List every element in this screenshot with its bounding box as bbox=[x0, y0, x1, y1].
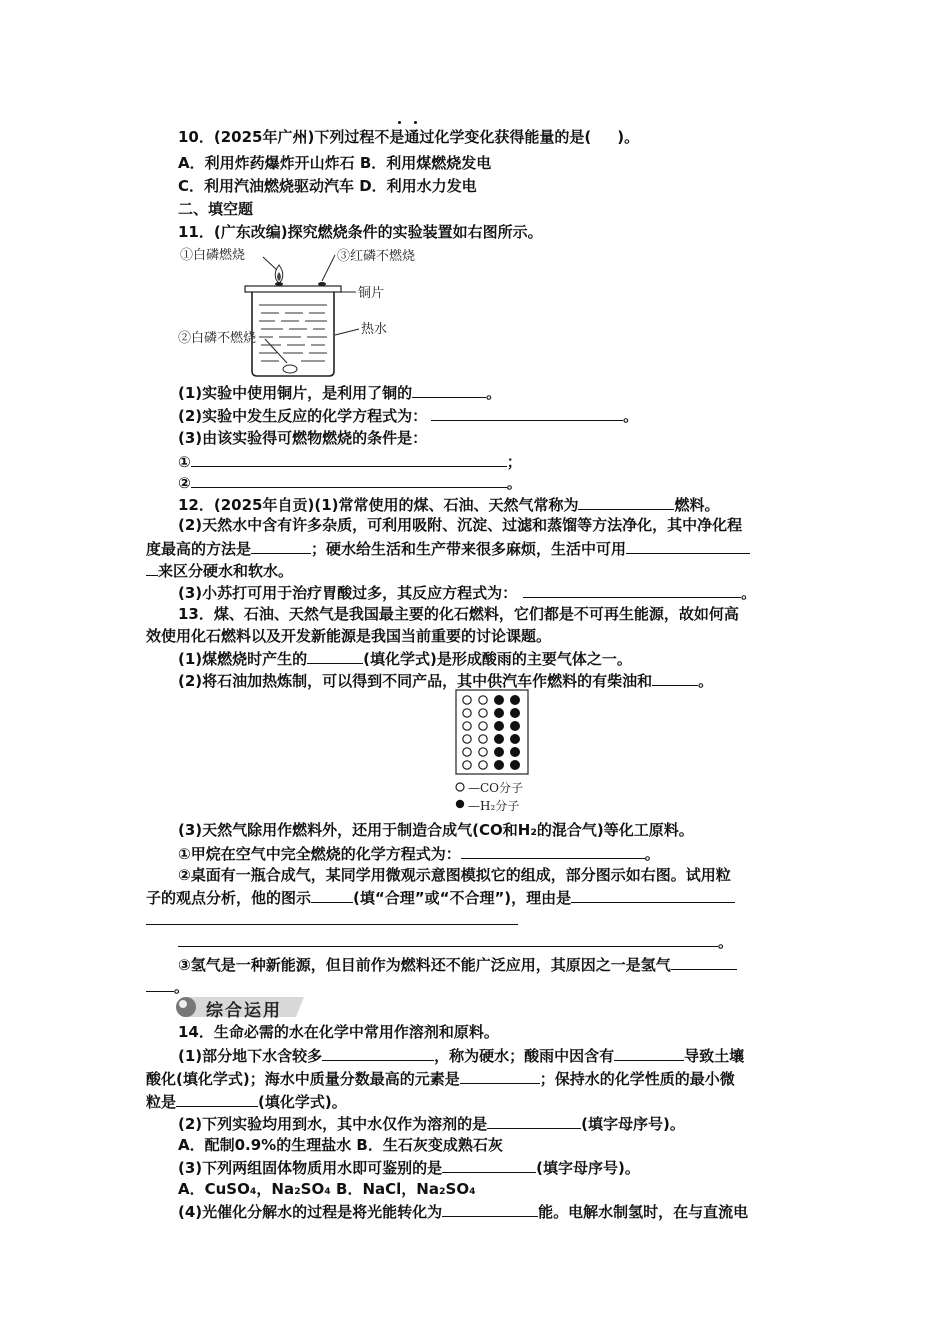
q13-sub2-line3 bbox=[146, 909, 518, 930]
q14-part1-line2: 酸化(填化学式)；海水中质量分数最高的元素是 ；保持水的化学性质的最小微 bbox=[146, 1070, 735, 1088]
emphasis-dot bbox=[398, 121, 401, 124]
q11-stem: 11．(广东改编)探究燃烧条件的实验装置如右图所示。 bbox=[178, 223, 543, 241]
answer-blank[interactable] bbox=[460, 1068, 540, 1084]
h2-molecule bbox=[494, 708, 504, 718]
answer-blank[interactable] bbox=[146, 560, 158, 576]
answer-blank[interactable] bbox=[251, 538, 311, 554]
co-molecule bbox=[463, 709, 471, 717]
q13-sub2-line1: ②桌面有一瓶合成气，某同学用微观示意图模拟它的组成，部分图示如右图。试用粒 bbox=[178, 866, 731, 884]
q13-line1: 13．煤、石油、天然气是我国最主要的化石燃料，它们都是不可再生能源，故如何高 bbox=[178, 605, 739, 623]
label-copper-sheet: 铜片 bbox=[358, 286, 385, 301]
answer-blank[interactable] bbox=[614, 1045, 684, 1061]
q13-part1: (1)煤燃烧时产生的 (填化学式)是形成酸雨的主要气体之一。 bbox=[178, 650, 632, 668]
q10-stem-a: 10．(2025年广州)下列过程 bbox=[178, 128, 375, 146]
co-molecule bbox=[479, 709, 487, 717]
answer-blank[interactable] bbox=[146, 909, 518, 925]
answer-blank[interactable] bbox=[487, 1113, 581, 1129]
emphasis-dot bbox=[414, 121, 417, 124]
label-red-phosphorus: ③红磷不燃烧 bbox=[337, 249, 416, 264]
answer-blank[interactable] bbox=[191, 451, 507, 467]
co-molecule bbox=[479, 696, 487, 704]
h2-molecule bbox=[494, 747, 504, 757]
q12-line2: (2)天然水中含有许多杂质，可利用吸附、沉淀、过滤和蒸馏等方法净化，其中净化程 bbox=[178, 516, 743, 534]
q14-part1-line3: 粒是 (填化学式)。 bbox=[146, 1093, 347, 1111]
h2-molecule bbox=[510, 760, 520, 770]
co-molecule bbox=[463, 735, 471, 743]
co-molecule bbox=[463, 748, 471, 756]
q11-condition-2: ② 。 bbox=[178, 474, 522, 492]
q10-emphasis: 不是 bbox=[374, 128, 405, 146]
answer-blank[interactable] bbox=[671, 954, 737, 970]
label-hot-water: 热水 bbox=[361, 322, 388, 337]
h2-molecule bbox=[494, 760, 504, 770]
q10-options-2: C．利用汽油燃烧驱动汽车 D．利用水力发电 bbox=[178, 177, 477, 195]
answer-blank[interactable] bbox=[461, 843, 645, 859]
h2-molecule bbox=[510, 747, 520, 757]
h2-molecule bbox=[494, 721, 504, 731]
answer-blank[interactable] bbox=[178, 931, 718, 947]
q11-condition-1: ① ； bbox=[178, 453, 522, 471]
section-heading: 二、填空题 bbox=[178, 200, 254, 218]
q12-line3: 度最高的方法是 ；硬水给生活和生产带来很多麻烦，生活中可用 bbox=[146, 538, 750, 559]
q14-part3: (3)下列两组固体物质用水即可鉴别的是 (填字母序号)。 bbox=[178, 1159, 640, 1177]
answer-blank[interactable] bbox=[146, 976, 174, 992]
q12-line1: 12．(2025年自贡)(1)常常使用的煤、石油、天然气常称为 燃料。 bbox=[178, 496, 720, 514]
answer-blank[interactable] bbox=[652, 670, 698, 686]
q13-sub3: ③氢气是一种新能源，但目前作为燃料还不能广泛应用，其原因之一是氢气 bbox=[178, 954, 737, 975]
q13-line2: 效使用化石燃料以及开发新能源是我国当前重要的讨论课题。 bbox=[146, 627, 552, 645]
answer-blank[interactable] bbox=[176, 1091, 258, 1107]
h2-molecule bbox=[494, 734, 504, 744]
q14-part4: (4)光催化分解水的过程是将光能转化为 能。电解水制氢时，在与直流电 bbox=[178, 1203, 749, 1221]
answer-blank[interactable] bbox=[571, 887, 735, 903]
answer-blank[interactable] bbox=[578, 494, 674, 510]
q10-stem bbox=[178, 127, 639, 147]
q12-line5: (3)小苏打可用于治疗胃酸过多，其反应方程式为： 。 bbox=[178, 584, 757, 602]
co-molecule bbox=[479, 722, 487, 730]
q11-part3: (3)由该实验得可燃物燃烧的条件是： bbox=[178, 429, 428, 447]
q11-part1: (1)实验中使用铜片，是利用了铜的 。 bbox=[178, 384, 502, 402]
answer-blank[interactable] bbox=[191, 472, 507, 488]
q14-part1: (1)部分地下水含较多 ，称为硬水；酸雨中因含有 导致土壤 bbox=[178, 1047, 745, 1065]
q13-sub2-line2: 子的观点分析，他的图示 (填“合理”或“不合理”)，理由是 bbox=[146, 887, 735, 908]
banner-title: 综合运用 bbox=[206, 1001, 282, 1021]
answer-blank[interactable] bbox=[307, 648, 363, 664]
q10-stem-d: )。 bbox=[617, 128, 640, 146]
answer-blank[interactable] bbox=[442, 1157, 536, 1173]
combustion-apparatus-figure bbox=[175, 243, 435, 381]
h2-molecule-legend-icon bbox=[456, 800, 464, 808]
answer-blank[interactable] bbox=[523, 582, 741, 598]
h2-molecule bbox=[494, 695, 504, 705]
q13-sub3-cont: 。 bbox=[146, 976, 189, 997]
h2-molecule bbox=[510, 721, 520, 731]
answer-blank[interactable] bbox=[442, 1201, 538, 1217]
h2-molecule bbox=[510, 734, 520, 744]
legend-co: —CO分子 bbox=[468, 781, 524, 795]
molecule-diagram bbox=[450, 688, 540, 818]
q13-sub2-line4: 。 bbox=[178, 931, 733, 952]
h2-molecule bbox=[510, 708, 520, 718]
answer-blank[interactable] bbox=[431, 405, 623, 421]
q10-stem-c: 通过化学变化获得能量的是( bbox=[404, 128, 592, 146]
co-molecule bbox=[463, 696, 471, 704]
answer-blank[interactable] bbox=[311, 887, 353, 903]
q14-stem: 14．生命必需的水在化学中常用作溶剂和原料。 bbox=[178, 1023, 499, 1041]
answer-blank[interactable] bbox=[412, 382, 486, 398]
q13-sub1: ①甲烷在空气中完全燃烧的化学方程式为： 。 bbox=[178, 845, 660, 863]
q12-line4: 来区分硬水和软水。 bbox=[146, 560, 293, 581]
answer-blank[interactable] bbox=[626, 538, 750, 554]
co-molecule bbox=[463, 722, 471, 730]
co-molecule bbox=[479, 761, 487, 769]
co-molecule bbox=[463, 761, 471, 769]
answer-blank[interactable] bbox=[322, 1045, 434, 1061]
legend-h2: —H₂分子 bbox=[468, 799, 520, 813]
q14-part3-options: A．CuSO₄，Na₂SO₄ B．NaCl，Na₂SO₄ bbox=[178, 1180, 476, 1198]
q14-part2: (2)下列实验均用到水，其中水仅作为溶剂的是 (填字母序号)。 bbox=[178, 1115, 685, 1133]
co-molecule bbox=[479, 748, 487, 756]
q13-part2: (2)将石油加热炼制，可以得到不同产品，其中供汽车作燃料的有柴油和 。 bbox=[178, 672, 714, 690]
co-molecule bbox=[479, 735, 487, 743]
q11-part2: (2)实验中发生反应的化学方程式为： 。 bbox=[178, 407, 639, 425]
q10-options-1: A．利用炸药爆炸开山炸石 B．利用煤燃烧发电 bbox=[178, 154, 492, 172]
h2-molecule bbox=[510, 695, 520, 705]
co-molecule-legend-icon bbox=[456, 783, 464, 791]
section-banner bbox=[172, 994, 312, 1020]
label-white-phosphorus-burning: ①白磷燃烧 bbox=[180, 248, 246, 263]
q13-part3: (3)天然气除用作燃料外，还用于制造合成气(CO和H₂的混合气)等化工原料。 bbox=[178, 821, 694, 839]
label-white-phosphorus-water: ②白磷不燃烧 bbox=[178, 331, 257, 346]
q14-part2-options: A．配制0.9%的生理盐水 B．生石灰变成熟石灰 bbox=[178, 1136, 503, 1154]
